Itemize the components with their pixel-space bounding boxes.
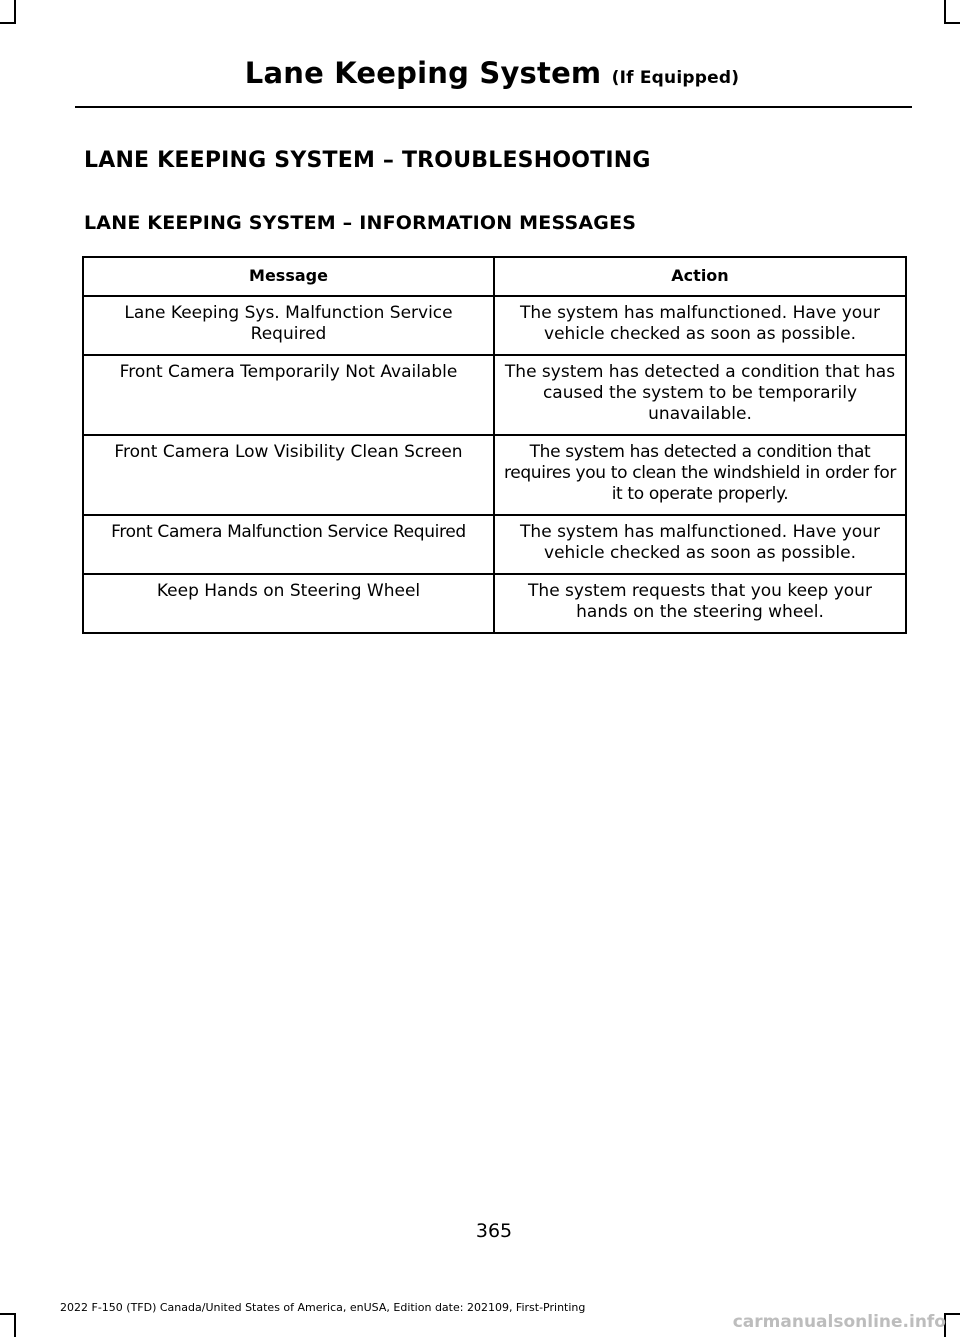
message-cell: Keep Hands on Steering Wheel xyxy=(83,574,494,633)
action-cell: The system has malfunctioned. Have your vehicle checked as soon as possible. xyxy=(494,296,906,355)
action-cell: The system has detected a condition that has caused the system to be temporarily unavailable. xyxy=(494,355,906,435)
message-cell: Front Camera Malfunction Service Required xyxy=(83,515,494,574)
table-row xyxy=(83,574,906,633)
crop-mark xyxy=(0,1313,16,1315)
table-row xyxy=(83,435,906,515)
column-header-action: Action xyxy=(494,257,906,296)
subsection-title: LANE KEEPING SYSTEM – INFORMATION MESSAGES xyxy=(84,212,637,234)
header-subtitle: (If Equipped) xyxy=(611,68,740,88)
crop-mark xyxy=(944,22,960,24)
action-cell: The system has malfunctioned. Have your vehicle checked as soon as possible. xyxy=(494,515,906,574)
message-cell: Lane Keeping Sys. Malfunction Service Required xyxy=(83,296,494,355)
header-divider xyxy=(75,106,912,108)
watermark: carmanualsonline.info xyxy=(732,1312,946,1332)
header-title: Lane Keeping System xyxy=(244,56,602,90)
crop-mark xyxy=(0,22,16,24)
crop-mark xyxy=(14,0,16,22)
action-cell: The system requests that you keep your hands on the steering wheel. xyxy=(494,574,906,633)
table-row xyxy=(83,296,906,355)
crop-mark xyxy=(944,0,946,22)
message-cell: Front Camera Temporarily Not Available xyxy=(83,355,494,435)
table-row xyxy=(83,515,906,574)
page-number: 365 xyxy=(475,1220,513,1242)
message-cell: Front Camera Low Visibility Clean Screen xyxy=(83,435,494,515)
crop-mark xyxy=(944,1313,960,1315)
table-row xyxy=(83,355,906,435)
action-cell: The system has detected a condition that requires you to clean the windshield in order for it to operate properly. xyxy=(494,435,906,515)
column-header-message: Message xyxy=(83,257,494,296)
page-header xyxy=(0,56,960,90)
crop-mark xyxy=(14,1315,16,1337)
edition-footer: 2022 F-150 (TFD) Canada/United States of America, enUSA, Edition date: 202109, First-Printing xyxy=(60,1301,586,1314)
information-messages-table xyxy=(82,256,907,634)
table-header-row xyxy=(83,257,906,296)
section-title: LANE KEEPING SYSTEM – TROUBLESHOOTING xyxy=(84,148,651,173)
